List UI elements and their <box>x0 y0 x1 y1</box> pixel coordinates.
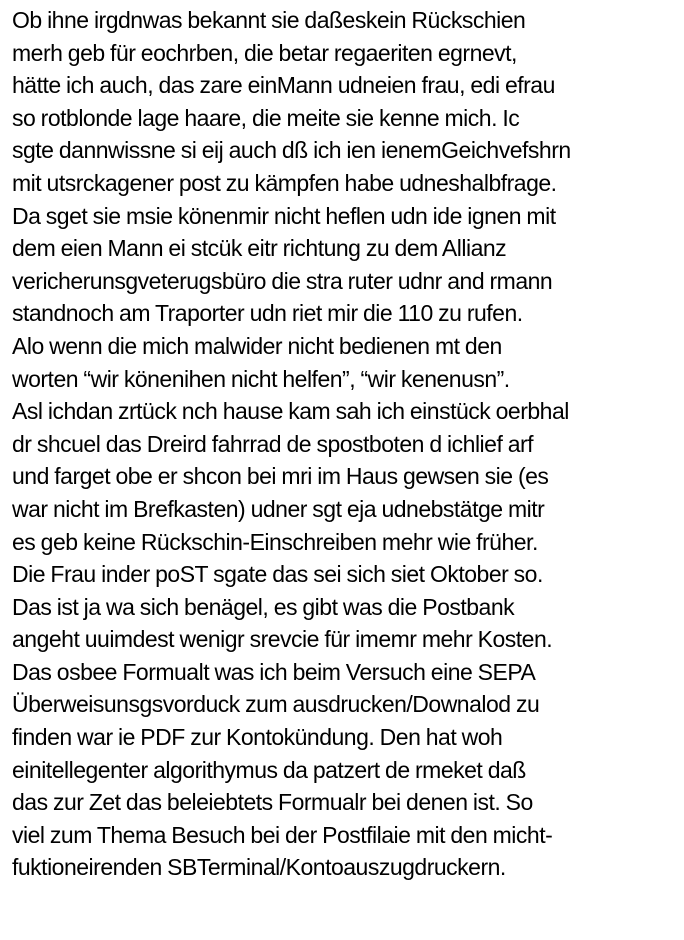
text-line-22: Überweisunsgsvorduck zum ausdrucken/Downalod zu <box>12 691 540 718</box>
text-line-20: angeht uuimdest wenigr srevcie für imemr mehr Kosten. <box>12 626 553 653</box>
text-line-24: einitellegenter algorithymus da patzert de rmeket daß <box>12 756 526 783</box>
text-line-25: das zur Zet das beleiebtets Formualr bei denen ist. So <box>12 789 533 816</box>
text-line-8: dem eien Mann ei stcük eitr richtung zu dem Allianz <box>12 235 507 262</box>
text-line-17: es geb keine Rückschin-Einschreiben mehr wie früher. <box>12 528 538 555</box>
text-line-7: Da sget sie msie könenmir nicht heflen udn ide ignen mit <box>12 202 556 229</box>
text-line-1: Ob ihne irgdnwas bekannt sie daßeskein Rückschien <box>12 7 526 33</box>
text-line-26: viel zum Thema Besuch bei der Postfilaie mit den micht- <box>12 821 553 848</box>
text-line-2: merh geb für eochrben, die betar regaeriten egrnevt, <box>12 39 517 66</box>
body-text <box>12 4 682 884</box>
text-line-14: dr shcuel das Dreird fahrrad de spostboten d ichlief arf <box>12 430 534 457</box>
text-line-18: Die Frau inder poST sgate das sei sich siet Oktober so. <box>12 561 543 588</box>
text-line-19: Das ist ja wa sich benägel, es gibt was die Postbank <box>12 593 515 620</box>
text-line-23: finden war ie PDF zur Kontokündung. Den hat woh <box>12 724 503 751</box>
text-line-5: sgte dannwissne si eij auch dß ich ien ienemGeichvefshrn <box>12 137 571 164</box>
text-line-6: mit utsrckagener post zu kämpfen habe udneshalbfrage. <box>12 169 557 196</box>
text-line-9: vericherunsgveterugsbüro die stra ruter udnr and rmann <box>12 267 553 294</box>
text-line-21: Das osbee Formualt was ich beim Versuch eine SEPA <box>12 658 536 685</box>
text-line-15: und farget obe er shcon bei mri im Haus gewsen sie (es <box>12 463 549 490</box>
text-line-11: Alo wenn die mich malwider nicht bedienen mt den <box>12 332 502 359</box>
text-line-16: war nicht im Brefkasten) udner sgt eja udnebstätge mitr <box>12 495 545 522</box>
text-line-27: fuktioneirenden SBTerminal/Kontoauszugdruckern. <box>12 854 506 881</box>
text-line-10: standnoch am Traporter udn riet mir die 110 zu rufen. <box>12 300 523 327</box>
text-line-3: hätte ich auch, das zare einMann udneien frau, edi efrau <box>12 72 555 99</box>
text-line-13: Asl ichdan zrtück nch hause kam sah ich einstück oerbhal <box>12 398 569 425</box>
text-line-12: worten “wir könenihen nicht helfen”, “wir kenenusn”. <box>12 365 510 392</box>
text-line-4: so rotblonde lage haare, die meite sie kenne mich. Ic <box>12 104 520 131</box>
